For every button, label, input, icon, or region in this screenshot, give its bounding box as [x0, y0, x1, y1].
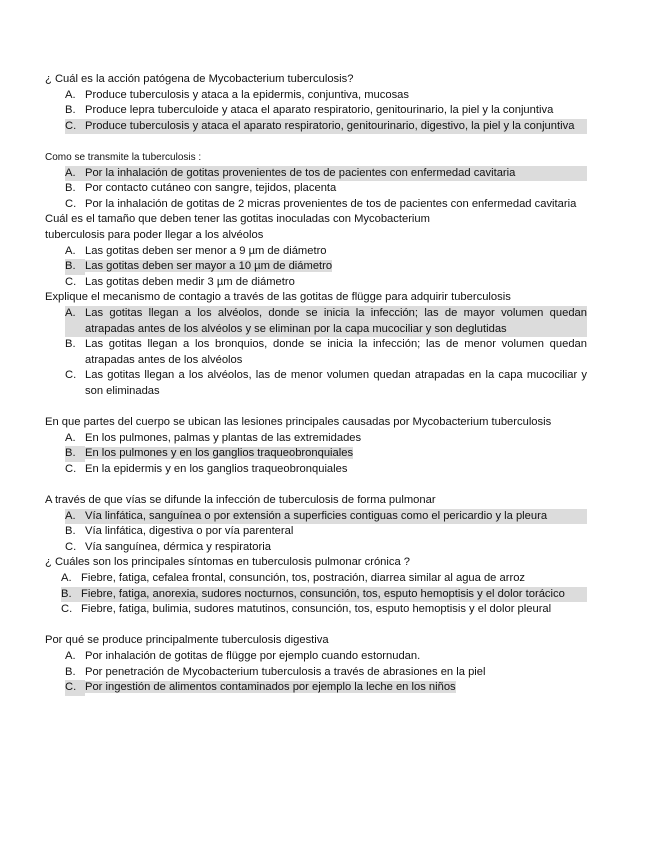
answer-option-highlighted: [65, 119, 587, 135]
option-letter: A.: [61, 572, 72, 584]
answer-option-highlighted: [65, 259, 587, 275]
option-letter: C.: [65, 540, 77, 553]
option-letter: A.: [65, 306, 85, 337]
option-text: Las gotitas llegan a los bronquios, donde se inicia la infección; las de menor volumen quedan atrapadas antes de los alvéolos: [85, 338, 587, 366]
question-1: ¿ Cuál es la acción patógena de Mycobacterium tuberculosis?: [45, 73, 354, 85]
answer-option: [61, 571, 587, 587]
option-letter: C.: [61, 603, 73, 616]
option-letter: C.: [65, 275, 77, 288]
option-letter: C.: [65, 197, 77, 210]
answer-option: [65, 103, 587, 119]
option-letter: B.: [65, 525, 76, 538]
answer-option: [65, 462, 587, 478]
answer-option: [65, 649, 587, 665]
answer-option: [65, 181, 587, 197]
option-text: Fiebre, fatiga, cefalea frontal, consunción, tos, postración, diarrea similar al agua de arroz: [81, 572, 526, 584]
answer-option: [65, 524, 587, 540]
option-letter: C.: [65, 680, 85, 696]
answer-option: [65, 665, 587, 681]
option-letter: C.: [65, 462, 77, 475]
option-text: En los pulmones y en los ganglios traqueobronquiales: [85, 447, 354, 460]
question-8: Por qué se produce principalmente tuberculosis digestiva: [45, 634, 329, 647]
option-text: Por ingestión de alimentos contaminados por ejemplo la leche en los niños: [85, 681, 456, 694]
question-2: Como se transmite la tuberculosis :: [45, 151, 202, 163]
option-text: Las gotitas deben medir 3 µm de diámetro: [85, 275, 295, 288]
option-text: En los pulmones, palmas y plantas de las extremidades: [85, 431, 362, 444]
question-7: ¿ Cuáles son los principales síntomas en tuberculosis pulmonar crónica ?: [45, 556, 411, 569]
option-text: Las gotitas deben ser menor a 9 µm de diámetro: [85, 244, 327, 257]
question-5: En que partes del cuerpo se ubican las lesiones principales causadas por Mycobacterium tuberculosis: [45, 416, 552, 429]
option-letter: C.: [65, 119, 85, 135]
option-text: Por contacto cutáneo con sangre, tejidos, placenta: [85, 182, 337, 195]
option-letter: A.: [65, 166, 85, 182]
answer-option: [65, 244, 587, 260]
answer-option: [65, 540, 587, 556]
option-letter: A.: [65, 244, 76, 257]
option-letter: B.: [65, 104, 76, 117]
option-text: Vía linfática, sanguínea o por extensión a superficies contiguas como el pericardio y la pleura: [85, 509, 587, 525]
option-text: Las gotitas llegan a los alvéolos, las de menor volumen quedan atrapadas en la capa mucociliar y son eliminadas: [85, 369, 587, 397]
question-3: Cuál es el tamaño que deben tener las gotitas inoculadas con Mycobacterium tuberculosis para poder llegar a los alvéolos: [45, 213, 430, 241]
option-text: Produce lepra tuberculoide y ataca el aparato respiratorio, genitourinario, la piel y la conjuntiva: [85, 104, 554, 117]
answer-option-highlighted: [61, 587, 587, 603]
answer-option-highlighted: [65, 166, 587, 182]
option-text: Produce tuberculosis y ataca a la epidermis, conjuntiva, mucosas: [85, 88, 409, 101]
answer-option: [65, 275, 587, 291]
option-letter: B.: [65, 259, 85, 275]
answer-option-highlighted: [65, 306, 587, 337]
document-body: [45, 72, 587, 696]
option-letter: B.: [65, 446, 85, 462]
option-letter: B.: [65, 338, 76, 351]
answer-option: [65, 431, 587, 447]
option-text: Por inhalación de gotitas de flügge por ejemplo cuando estornudan.: [85, 649, 421, 662]
answer-option-highlighted: [65, 680, 587, 696]
option-text: Por la inhalación de gotitas provenientes de tos de pacientes con enfermedad cavitaria: [85, 166, 587, 182]
answer-option-highlighted: [65, 509, 587, 525]
option-text: Las gotitas deben ser mayor a 10 µm de diámetro: [85, 260, 333, 273]
option-text-wrap: [85, 259, 587, 275]
question-4: Explique el mecanismo de contagio a través de las gotitas de flügge para adquirir tuberculosis: [45, 291, 511, 304]
answer-option: [65, 88, 587, 104]
answer-option: [65, 368, 587, 399]
option-text: Produce tuberculosis y ataca el aparato respiratorio, genitourinario, digestivo, la piel y la conjuntiva: [85, 119, 587, 135]
option-text: Vía linfática, digestiva o por vía parenteral: [85, 525, 294, 538]
option-letter: A.: [65, 88, 76, 101]
option-text: Vía sanguínea, dérmica y respiratoria: [85, 540, 271, 553]
option-text-wrap: [85, 446, 587, 462]
option-text: Por penetración de Mycobacterium tuberculosis a través de abrasiones en la piel: [85, 665, 486, 678]
option-letter: B.: [65, 665, 76, 678]
option-text: En la epidermis y en los ganglios traqueobronquiales: [85, 462, 348, 475]
option-letter: C.: [65, 369, 77, 382]
answer-option: [65, 197, 587, 213]
option-text-wrap: [85, 680, 587, 696]
answer-option: [65, 337, 587, 368]
question-6: A través de que vías se difunde la infección de tuberculosis de forma pulmonar: [45, 494, 436, 507]
answer-option: [61, 602, 587, 618]
answer-option-highlighted: [65, 446, 587, 462]
option-letter: A.: [65, 431, 76, 444]
option-letter: B.: [61, 587, 81, 603]
option-letter: B.: [65, 182, 76, 195]
option-text: Las gotitas llegan a los alvéolos, donde se inicia la infección; las de mayor volumen quedan atrapadas antes de los alvéolos y se eliminan por la capa mucociliar y son deglutidas: [85, 306, 587, 337]
option-letter: A.: [65, 509, 85, 525]
option-text: Por la inhalación de gotitas de 2 micras provenientes de tos de pacientes con enfermedad cavitaria: [85, 197, 577, 210]
option-text: Fiebre, fatiga, bulimia, sudores matutinos, consunción, tos, esputo hemoptisis y el dolor pleural: [81, 603, 552, 616]
option-text: Fiebre, fatiga, anorexia, sudores nocturnos, consunción, tos, esputo hemoptisis y el dolor torácico: [81, 587, 587, 603]
option-letter: A.: [65, 649, 76, 662]
